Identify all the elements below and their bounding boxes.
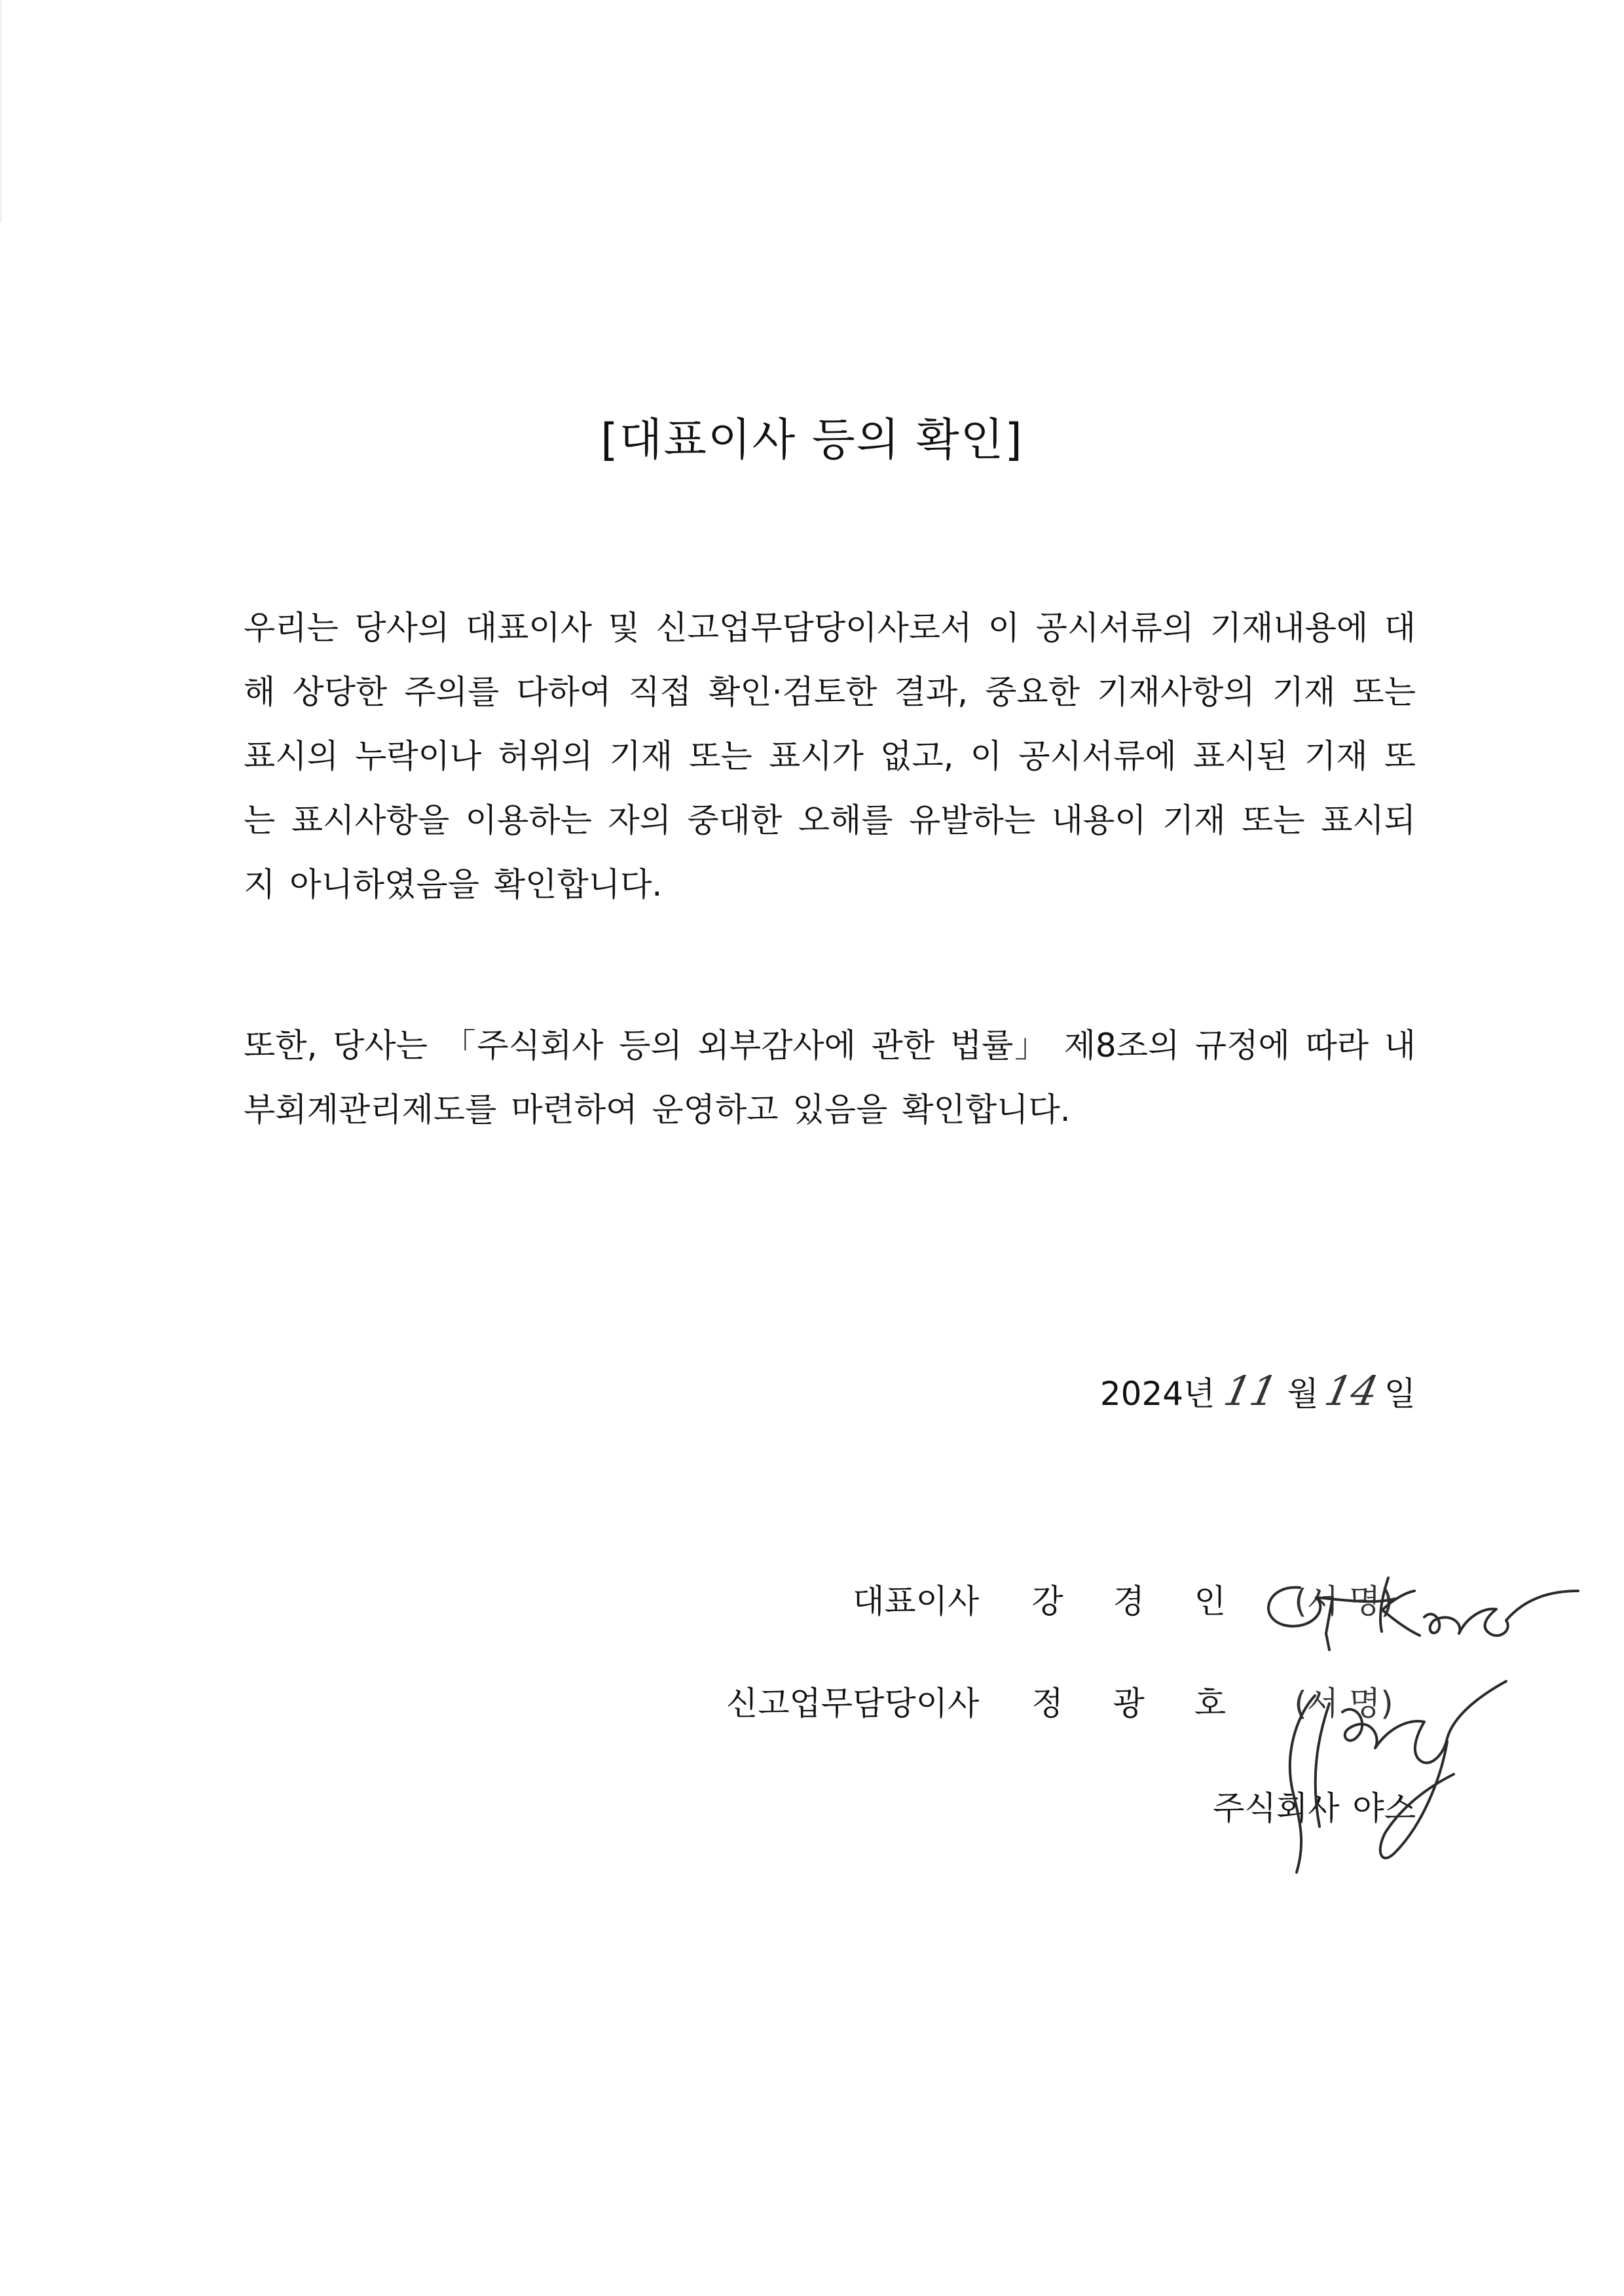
signatory-role: 신고업무담당이사 (726, 1685, 980, 1722)
signatory-name: 정 광 호 (1031, 1685, 1246, 1722)
scan-edge-mark (0, 0, 2, 223)
date-day-suffix: 일 (1384, 1375, 1416, 1413)
signature-label: (서 명) (1294, 1582, 1393, 1620)
confirmation-paragraph: 우리는 당사의 대표이사 및 신고업무담당이사로서 이 공시서류의 기재내용에 대해 상당한 주의를 다하여 직접 확인·검토한 결과, 중요한 기재사항의 기재 또는 표시의 누락이나 허위의 기재 또는 표시가 없고, 이 공시서류에 표시된 기재 또는 표시사항을 이용하는 자의 중대한 오해를 유발하는 내용이 기재 또는 표시되지 아니하였음을 확인합니다. (244, 609, 1416, 903)
signatory-row-disclosure-officer (726, 1668, 1416, 1734)
document-title: [대표이사 등의 확인] (600, 414, 1024, 466)
signatory-role: 대표이사 (853, 1582, 980, 1620)
internal-control-paragraph: 또한, 당사는 「주식회사 등의 외부감사에 관한 법률」 제8조의 규정에 따라 내부회계관리제도를 마련하여 운영하고 있음을 확인합니다. (244, 1027, 1416, 1129)
company-name: 주식회사 야스 (1213, 1789, 1416, 1827)
date-month-suffix: 월 (1287, 1375, 1319, 1413)
date-year: 2024년 (1099, 1375, 1215, 1413)
date-month-handwritten: 11 (1220, 1367, 1282, 1415)
signatory-row-ceo (853, 1566, 1416, 1631)
ceo-signature-stroke (1424, 1591, 1578, 1635)
signatory-name: 강 경 인 (1031, 1582, 1246, 1620)
signing-date (1100, 1367, 1416, 1415)
signature-label: (서 명) (1294, 1685, 1393, 1722)
date-day-handwritten: 14 (1320, 1367, 1382, 1415)
